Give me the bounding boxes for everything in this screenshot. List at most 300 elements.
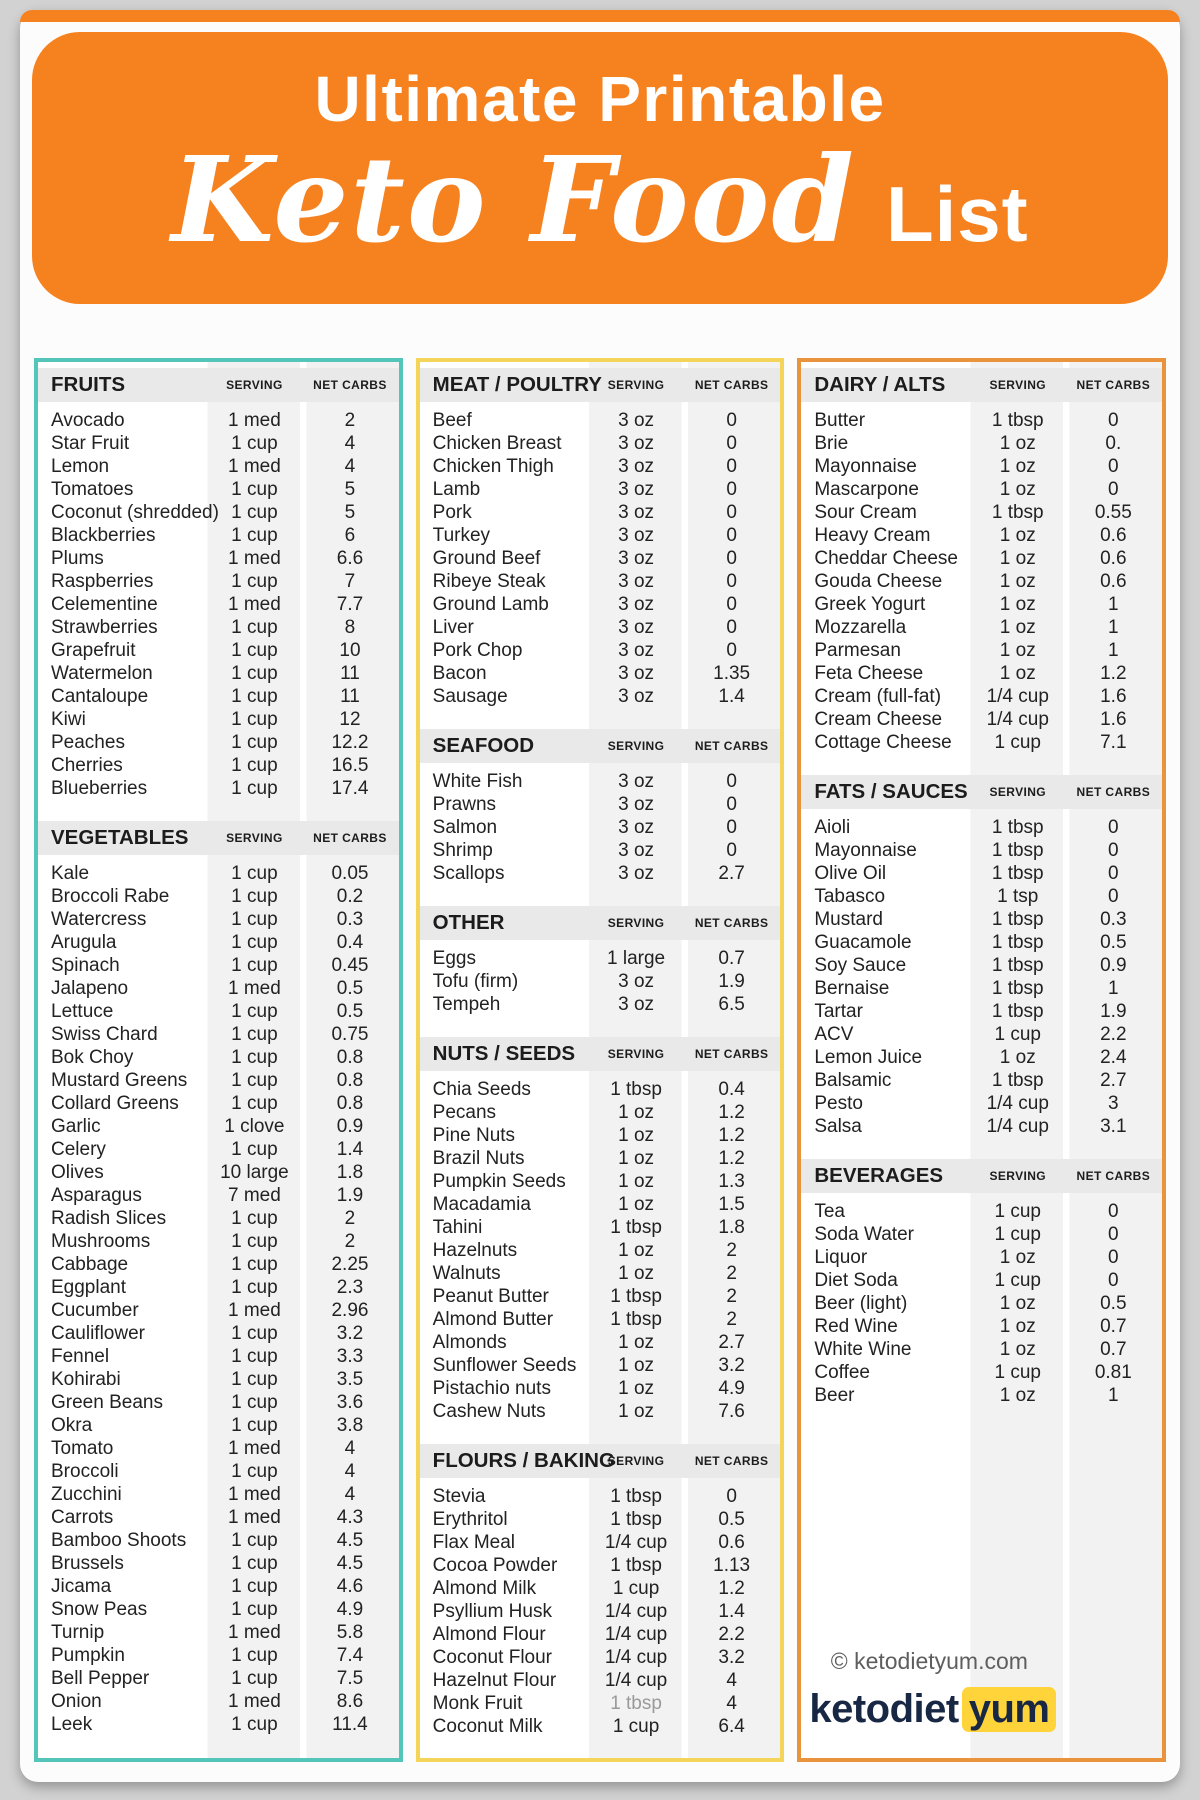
page-title-line1: Ultimate Printable [314, 63, 886, 135]
food-row [420, 547, 781, 570]
food-netcarbs: 2 [344, 1208, 356, 1229]
food-row [801, 1223, 1162, 1246]
food-name: Hazelnuts [432, 1240, 518, 1261]
food-name: Tea [814, 1201, 845, 1222]
food-netcarbs: 1.35 [713, 663, 751, 684]
section-header [420, 729, 781, 763]
food-netcarbs: 0 [726, 817, 737, 838]
food-row [801, 1200, 1162, 1223]
food-row [38, 1506, 399, 1529]
food-name: Gouda Cheese [814, 571, 943, 592]
food-row [38, 547, 399, 570]
food-row [38, 685, 399, 708]
food-name: Mozzarella [814, 617, 907, 638]
food-row [420, 993, 781, 1016]
food-name: Asparagus [51, 1185, 142, 1206]
food-netcarbs: 0.5 [336, 1001, 364, 1022]
food-netcarbs: 11 [340, 686, 360, 707]
food-name: Cantaloupe [51, 686, 149, 707]
food-serving: 1 tbsp [991, 932, 1044, 953]
column-protein-pantry [416, 358, 785, 1762]
food-row [420, 501, 781, 524]
food-row [801, 547, 1162, 570]
food-name: Tartar [814, 1001, 863, 1022]
food-name: Star Fruit [51, 433, 130, 454]
food-netcarbs: 1.9 [336, 1185, 364, 1206]
food-name: Pumpkin Seeds [432, 1171, 566, 1192]
food-name: Bamboo Shoots [51, 1530, 187, 1551]
food-netcarbs: 3.5 [336, 1369, 364, 1390]
food-name: Zucchini [51, 1484, 122, 1505]
food-row [38, 1391, 399, 1414]
food-serving: 1 tbsp [991, 955, 1044, 976]
food-name: Coconut Flour [432, 1647, 553, 1668]
food-serving: 1 oz [999, 479, 1036, 500]
food-name: Feta Cheese [814, 663, 924, 684]
food-name: Soda Water [814, 1224, 914, 1245]
food-name: Blackberries [51, 525, 156, 546]
serving-column-header: SERVING [226, 378, 283, 392]
food-row [38, 1138, 399, 1161]
food-row [38, 432, 399, 455]
food-row [420, 1147, 781, 1170]
section-header [420, 906, 781, 940]
food-serving: 1 cup [231, 1001, 278, 1022]
food-serving: 3 oz [618, 617, 655, 638]
food-name: Brazil Nuts [432, 1148, 525, 1169]
food-row [420, 455, 781, 478]
food-name: Collard Greens [51, 1093, 179, 1114]
food-netcarbs: 11 [340, 663, 360, 684]
food-serving: 1 cup [231, 863, 278, 884]
food-serving: 1 cup [231, 1277, 278, 1298]
food-row [801, 862, 1162, 885]
food-name: Stevia [432, 1486, 486, 1507]
food-row [420, 1715, 781, 1738]
section-header [801, 368, 1162, 402]
food-row [420, 478, 781, 501]
serving-column-header: SERVING [989, 785, 1047, 799]
section-title: BEVERAGES [814, 1164, 944, 1187]
food-netcarbs: 0.3 [1100, 909, 1127, 930]
food-row [38, 1184, 399, 1207]
food-netcarbs: 1.5 [718, 1194, 745, 1215]
food-row [38, 1414, 399, 1437]
food-netcarbs: 3.1 [1100, 1116, 1127, 1137]
page-title-line2 [32, 130, 1168, 269]
food-row [801, 1092, 1162, 1115]
food-row [38, 1437, 399, 1460]
food-row [38, 862, 399, 885]
food-name: Raspberries [51, 571, 154, 592]
food-netcarbs: 0.9 [336, 1116, 364, 1137]
food-serving: 1 cup [231, 1576, 278, 1597]
food-netcarbs: 2 [344, 1231, 356, 1252]
food-serving: 3 oz [618, 840, 655, 861]
food-row [38, 662, 399, 685]
section-title: DAIRY / ALTS [814, 373, 946, 396]
food-netcarbs: 1.9 [1100, 1001, 1127, 1022]
food-netcarbs: 0.6 [718, 1532, 745, 1553]
food-name: Mustard Greens [51, 1070, 188, 1091]
food-name: Arugula [51, 932, 117, 953]
food-serving: 3 oz [618, 863, 655, 884]
food-name: Walnuts [432, 1263, 501, 1284]
food-serving: 1 cup [231, 1645, 278, 1666]
food-netcarbs: 1.8 [718, 1217, 745, 1238]
food-name: Watercress [51, 909, 147, 930]
food-name: Chicken Breast [432, 433, 562, 454]
food-serving: 3 oz [618, 686, 655, 707]
food-row [801, 593, 1162, 616]
food-netcarbs: 4 [726, 1693, 737, 1714]
food-row [420, 432, 781, 455]
food-name: Bacon [432, 663, 487, 684]
food-row [38, 593, 399, 616]
food-netcarbs: 0.7 [1100, 1339, 1127, 1360]
food-row [38, 1690, 399, 1713]
food-serving: 1 cup [612, 1716, 660, 1737]
serving-column-header: SERVING [607, 1454, 665, 1468]
food-row [420, 1262, 781, 1285]
food-name: Broccoli Rabe [51, 886, 170, 907]
food-netcarbs: 2 [726, 1240, 737, 1261]
food-netcarbs: 2.25 [331, 1254, 369, 1275]
food-name: Grapefruit [51, 640, 136, 661]
food-row [420, 1285, 781, 1308]
food-name: Onion [51, 1691, 102, 1712]
food-serving: 1 oz [999, 456, 1036, 477]
food-serving: 1 cup [231, 1346, 278, 1367]
food-serving: 7 med [227, 1185, 281, 1206]
food-serving: 1 med [227, 1438, 281, 1459]
food-netcarbs: 2.7 [718, 1332, 745, 1353]
food-row [420, 524, 781, 547]
food-row [38, 1230, 399, 1253]
food-netcarbs: 8 [344, 617, 356, 638]
food-name: Almond Butter [432, 1309, 554, 1330]
food-serving: 1 cup [231, 617, 278, 638]
section-nuts-seeds [420, 1037, 781, 1423]
food-serving: 1 med [227, 978, 281, 999]
food-name: Pesto [814, 1093, 863, 1114]
serving-column-header: SERVING [989, 1169, 1047, 1183]
food-row [420, 616, 781, 639]
food-netcarbs: 3.2 [718, 1355, 745, 1376]
food-serving: 1 tbsp [610, 1217, 662, 1238]
copyright-text: © ketodietyum.com [830, 1648, 1028, 1674]
food-serving: 1 oz [999, 433, 1036, 454]
food-row [38, 1368, 399, 1391]
food-row [38, 524, 399, 547]
food-name: Heavy Cream [814, 525, 931, 546]
food-serving: 1 cup [231, 1070, 278, 1091]
food-netcarbs: 0 [726, 479, 737, 500]
food-row [420, 1308, 781, 1331]
food-name: Mustard [814, 909, 883, 930]
food-netcarbs: 2.96 [331, 1300, 369, 1321]
food-name: Monk Fruit [432, 1693, 523, 1714]
food-row [420, 1377, 781, 1400]
food-row [420, 816, 781, 839]
food-netcarbs: 4 [344, 433, 356, 454]
food-name: Okra [51, 1415, 93, 1436]
food-netcarbs: 0 [726, 1486, 737, 1507]
food-netcarbs: 0 [1108, 886, 1119, 907]
section-header [420, 1037, 781, 1071]
food-name: White Wine [814, 1339, 912, 1360]
food-row [420, 1577, 781, 1600]
food-netcarbs: 0 [726, 502, 737, 523]
food-netcarbs: 7.1 [1100, 732, 1127, 753]
food-netcarbs: 0.05 [331, 863, 369, 884]
food-serving: 1 oz [618, 1171, 655, 1192]
food-serving: 1 tbsp [610, 1486, 662, 1507]
food-name: Ground Beef [432, 548, 541, 569]
food-serving: 1 cup [231, 686, 278, 707]
food-name: Brussels [51, 1553, 124, 1574]
food-row [420, 1354, 781, 1377]
food-row [801, 885, 1162, 908]
food-netcarbs: 0.75 [331, 1024, 369, 1045]
food-row [801, 409, 1162, 432]
food-netcarbs: 0 [1108, 456, 1119, 477]
netcarbs-column-header: NET CARBS [1076, 1169, 1151, 1183]
food-netcarbs: 1.2 [718, 1148, 745, 1169]
food-row [420, 1485, 781, 1508]
food-row [38, 1322, 399, 1345]
food-name: Psyllium Husk [432, 1601, 552, 1622]
food-netcarbs: 5 [344, 502, 356, 523]
food-name: Olives [51, 1162, 104, 1183]
food-netcarbs: 0 [726, 433, 737, 454]
food-netcarbs: 5.8 [336, 1622, 364, 1643]
food-row [38, 1575, 399, 1598]
food-name: Prawns [432, 794, 497, 815]
food-serving: 1 tbsp [991, 909, 1044, 930]
food-serving: 1 cup [612, 1578, 660, 1599]
food-serving: 1 cup [994, 732, 1041, 753]
food-netcarbs: 2.7 [718, 863, 745, 884]
food-name: Ribeye Steak [432, 571, 546, 592]
serving-column-header: SERVING [226, 831, 283, 845]
food-row [38, 1483, 399, 1506]
food-netcarbs: 2.2 [718, 1624, 745, 1645]
food-serving: 1 oz [999, 571, 1036, 592]
food-name: Celementine [51, 594, 158, 615]
food-serving: 1 tbsp [610, 1079, 662, 1100]
food-netcarbs: 0 [1108, 479, 1119, 500]
food-row [801, 501, 1162, 524]
food-row [801, 616, 1162, 639]
food-netcarbs: 0 [1108, 1201, 1119, 1222]
netcarbs-column-header: NET CARBS [694, 739, 769, 753]
food-name: Swiss Chard [51, 1024, 158, 1045]
section-header [38, 368, 399, 402]
food-name: Bok Choy [51, 1047, 134, 1068]
food-serving: 1/4 cup [604, 1532, 668, 1553]
food-netcarbs: 2.2 [1100, 1024, 1127, 1045]
food-name: Cabbage [51, 1254, 129, 1275]
food-serving: 1 cup [231, 433, 278, 454]
food-name: Balsamic [814, 1070, 892, 1091]
food-row [801, 1069, 1162, 1092]
food-name: Scallops [432, 863, 505, 884]
food-serving: 1 cup [231, 1599, 278, 1620]
food-serving: 1 oz [618, 1401, 655, 1422]
food-serving: 3 oz [618, 640, 655, 661]
logo-accent: yum [962, 1687, 1057, 1732]
food-serving: 1 cup [231, 1231, 278, 1252]
food-name: Carrots [51, 1507, 114, 1528]
food-serving: 1 tbsp [610, 1286, 662, 1307]
food-row [38, 1046, 399, 1069]
food-name: Blueberries [51, 778, 148, 799]
food-row [38, 1345, 399, 1368]
food-name: Lemon [51, 456, 110, 477]
food-netcarbs: 0.7 [1100, 1316, 1127, 1337]
food-row [420, 1508, 781, 1531]
food-netcarbs: 4.5 [336, 1553, 364, 1574]
food-serving: 1 cup [231, 1553, 278, 1574]
food-netcarbs: 2 [726, 1286, 737, 1307]
food-netcarbs: 0.8 [336, 1070, 364, 1091]
food-name: Mascarpone [814, 479, 919, 500]
food-netcarbs: 8.6 [336, 1691, 364, 1712]
food-netcarbs: 1.2 [1100, 663, 1127, 684]
food-row [38, 1713, 399, 1736]
food-row [801, 1384, 1162, 1407]
food-row [420, 1216, 781, 1239]
food-name: Eggs [432, 948, 476, 969]
food-serving: 1 med [227, 1622, 281, 1643]
food-serving: 3 oz [618, 971, 655, 992]
food-row [38, 478, 399, 501]
food-netcarbs: 6 [344, 525, 356, 546]
food-name: Cocoa Powder [432, 1555, 558, 1576]
food-row [38, 954, 399, 977]
footer [809, 1648, 1049, 1732]
food-row [801, 639, 1162, 662]
food-row [38, 639, 399, 662]
food-name: Leek [51, 1714, 93, 1735]
food-row [420, 1600, 781, 1623]
food-serving: 1 cup [994, 1270, 1041, 1291]
food-name: Mayonnaise [814, 840, 917, 861]
food-netcarbs: 0 [726, 640, 737, 661]
food-row [420, 1124, 781, 1147]
food-name: Red Wine [814, 1316, 898, 1337]
food-serving: 1 cup [231, 886, 278, 907]
food-name: Almonds [432, 1332, 507, 1353]
food-serving: 3 oz [618, 502, 655, 523]
food-netcarbs: 0.9 [1100, 955, 1127, 976]
food-name: Garlic [51, 1116, 101, 1137]
food-serving: 1 med [227, 594, 281, 615]
netcarbs-column-header: NET CARBS [694, 1454, 769, 1468]
page-title-script: Keto Food [171, 130, 856, 269]
food-name: Pumpkin [51, 1645, 125, 1666]
food-name: Strawberries [51, 617, 158, 638]
food-row [38, 570, 399, 593]
food-serving: 1 cup [994, 1201, 1041, 1222]
food-netcarbs: 0 [726, 771, 737, 792]
food-serving: 3 oz [618, 663, 655, 684]
food-row [38, 1069, 399, 1092]
food-netcarbs: 0 [1108, 817, 1119, 838]
food-serving: 1 oz [999, 594, 1036, 615]
food-name: Eggplant [51, 1277, 127, 1298]
food-netcarbs: 0 [726, 548, 737, 569]
food-row [38, 1644, 399, 1667]
food-netcarbs: 0. [1105, 433, 1122, 454]
food-row [801, 908, 1162, 931]
column-produce [34, 358, 403, 1762]
food-serving: 1 tbsp [991, 978, 1044, 999]
food-serving: 1 cup [994, 1024, 1041, 1045]
food-serving: 1 oz [618, 1355, 655, 1376]
food-netcarbs: 1.6 [1100, 709, 1127, 730]
food-name: Cottage Cheese [814, 732, 952, 753]
food-netcarbs: 0 [1108, 1224, 1119, 1245]
food-serving: 1 cup [231, 1093, 278, 1114]
food-row [801, 1023, 1162, 1046]
food-name: Celery [51, 1139, 106, 1160]
food-serving: 1 cup [994, 1362, 1041, 1383]
section-dairy-alts [801, 368, 1162, 754]
food-netcarbs: 5 [344, 479, 356, 500]
food-netcarbs: 1.2 [718, 1125, 745, 1146]
food-row [801, 478, 1162, 501]
food-name: Brie [814, 433, 849, 454]
food-row [38, 708, 399, 731]
logo-text: ketodiet [809, 1687, 959, 1731]
food-name: Jalapeno [51, 978, 129, 999]
food-row [420, 1669, 781, 1692]
food-serving: 1 cup [231, 1323, 278, 1344]
section-title: OTHER [432, 911, 505, 934]
food-name: Green Beans [51, 1392, 163, 1413]
food-netcarbs: 0.5 [1100, 932, 1127, 953]
card [20, 10, 1180, 1782]
section-fats-sauces [801, 775, 1162, 1138]
food-row [38, 616, 399, 639]
food-row [801, 731, 1162, 754]
food-serving: 1 oz [618, 1148, 655, 1169]
food-row [420, 1193, 781, 1216]
food-name: Bernaise [814, 978, 890, 999]
food-name: Turkey [432, 525, 491, 546]
food-row [38, 1598, 399, 1621]
serving-column-header: SERVING [607, 378, 665, 392]
food-name: Flax Meal [432, 1532, 516, 1553]
section-title: NUTS / SEEDS [432, 1042, 576, 1065]
food-serving: 1 tbsp [610, 1555, 662, 1576]
food-row [801, 1269, 1162, 1292]
netcarbs-column-header: NET CARBS [1076, 785, 1151, 799]
food-netcarbs: 16.5 [331, 755, 369, 776]
food-name: Shrimp [432, 840, 493, 861]
section-beverages [801, 1159, 1162, 1407]
food-name: Cucumber [51, 1300, 139, 1321]
food-serving: 1 tbsp [991, 502, 1044, 523]
food-name: Tomato [51, 1438, 114, 1459]
food-name: Aioli [814, 817, 851, 838]
food-serving: 1 oz [618, 1194, 655, 1215]
food-netcarbs: 0 [726, 525, 737, 546]
food-row [420, 639, 781, 662]
food-name: Spinach [51, 955, 120, 976]
